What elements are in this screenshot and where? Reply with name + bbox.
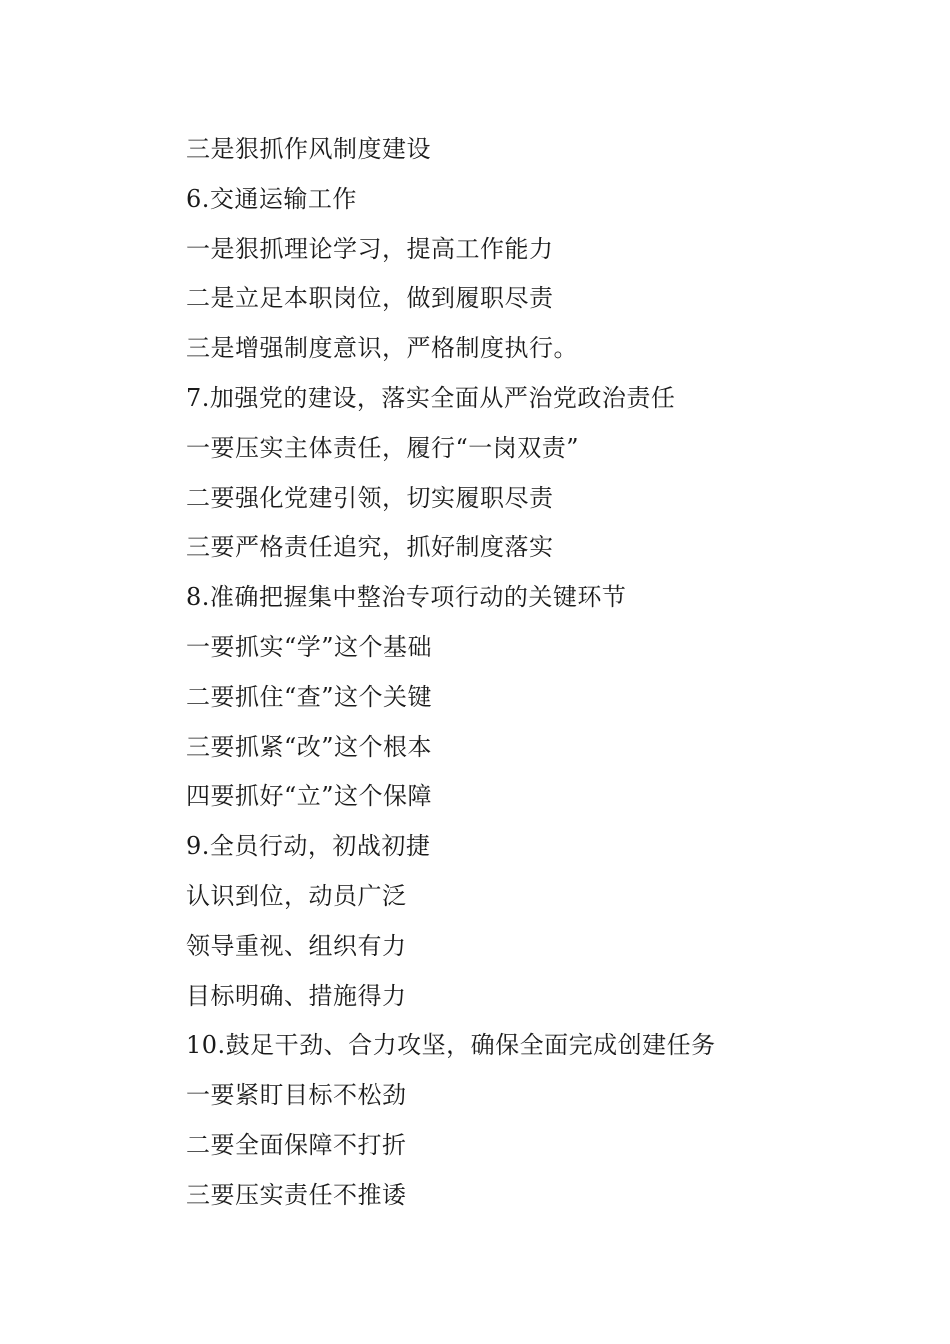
text-line: 二要全面保障不打折 [186,1130,407,1159]
text-line: 二要强化党建引领，切实履职尽责 [186,483,554,512]
text-line: 一要抓实“学”这个基础 [186,632,433,661]
text-line: 一要紧盯目标不松劲 [186,1081,407,1110]
text-line: 二是立足本职岗位，做到履职尽责 [186,284,554,313]
text-line: 四要抓好“立”这个保障 [186,782,433,811]
text-line: 认识到位，动员广泛 [186,881,407,910]
text-line: 二要抓住“查”这个关键 [186,682,433,711]
text-line: 三要抓紧“改”这个根本 [186,732,433,761]
text-line: 三是狠抓作风制度建设 [186,135,431,163]
section-heading: 6.交通运输工作 [186,184,357,213]
text-line: 三是增强制度意识，严格制度执行。 [186,334,578,363]
section-heading: 10.鼓足干劲、合力攻坚，确保全面完成创建任务 [186,1031,716,1060]
text-line: 一是狠抓理论学习，提高工作能力 [186,234,554,263]
text-line: 三要压实责任不推诿 [186,1180,407,1209]
text-line: 一要压实主体责任，履行“一岗双责” [186,433,580,462]
section-heading: 7.加强党的建设，落实全面从严治党政治责任 [186,383,676,412]
section-heading: 8.准确把握集中整治专项行动的关键环节 [186,583,627,612]
document-body [186,125,866,1221]
text-line: 目标明确、措施得力 [186,981,407,1010]
text-line: 领导重视、组织有力 [186,931,407,960]
text-line: 三要严格责任追究，抓好制度落实 [186,533,554,562]
section-heading: 9.全员行动，初战初捷 [186,832,431,861]
